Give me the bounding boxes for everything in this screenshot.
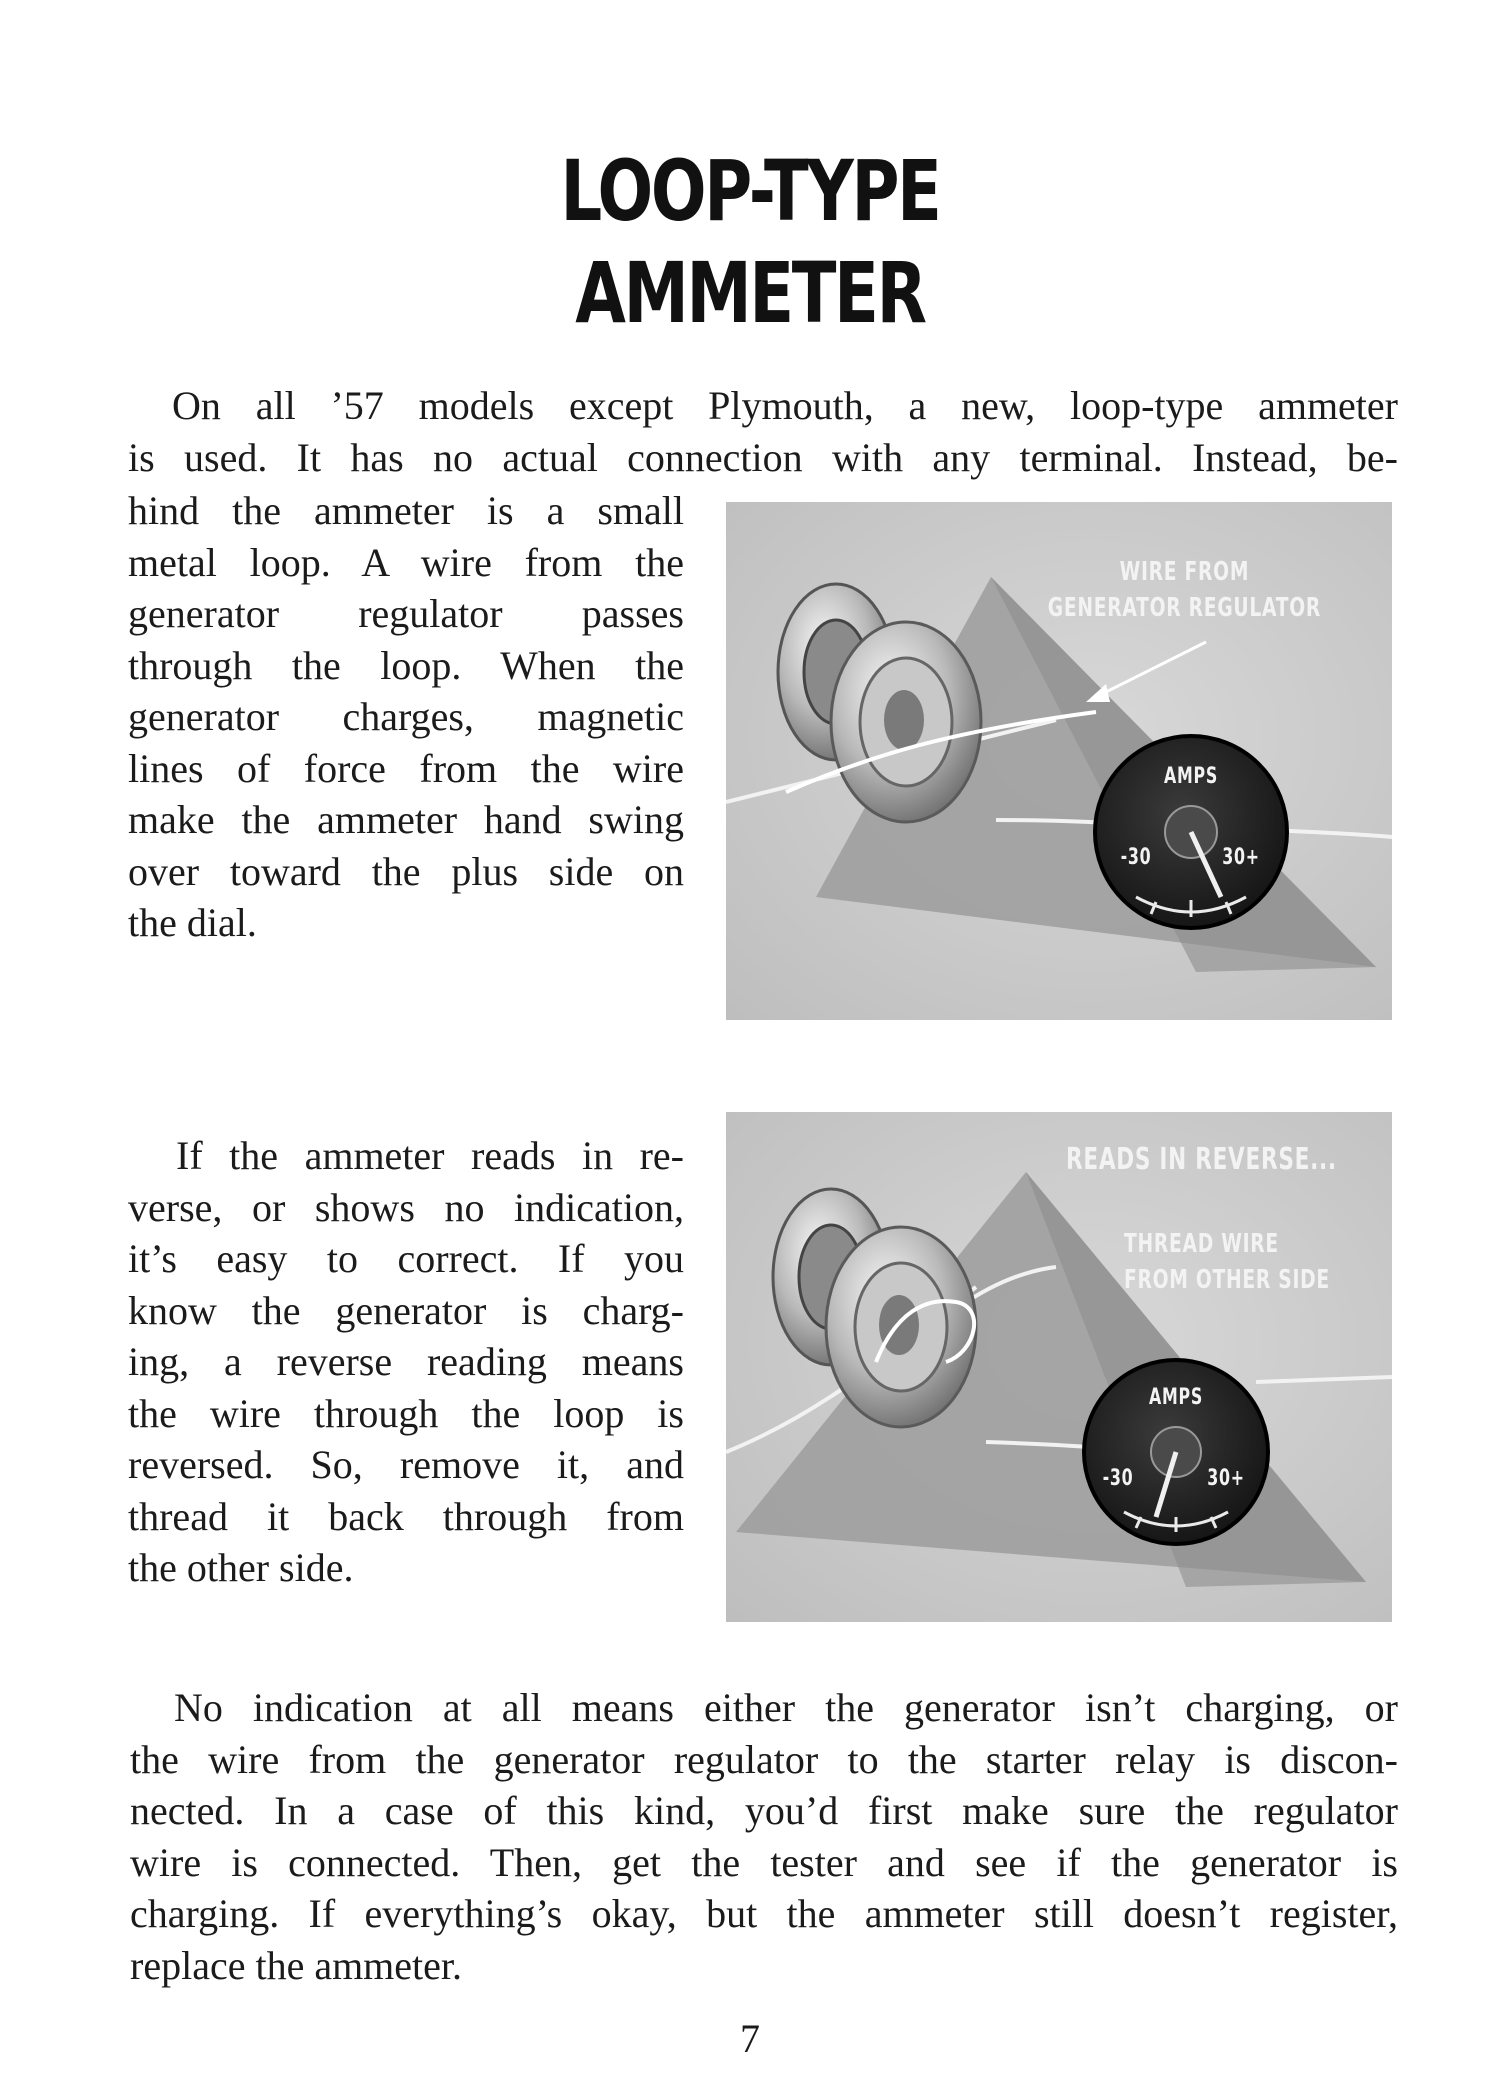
title-line-2: AMMETER xyxy=(575,244,925,342)
text-line: On all ’57 models except Plymouth, a new, loop-type ammeter xyxy=(172,383,1398,428)
text-line: the wire from the generator regulator to the starter relay is discon- xyxy=(130,1736,1398,1782)
text-line: over toward the plus side on xyxy=(128,848,684,894)
text-line: it’s easy to correct. If you xyxy=(128,1236,684,1281)
text-line: No indication at all means either the generator isn’t charging, or xyxy=(174,1685,1398,1730)
figure-2-dial-minus: -30 xyxy=(1102,1466,1134,1491)
text-line: charging. If everything’s okay, but the ammeter still doesn’t register, xyxy=(130,1891,1398,1936)
figure-2-dial-title: AMPS xyxy=(1149,1385,1203,1410)
text-line: ing, a reverse reading means xyxy=(128,1339,684,1384)
text-line: reversed. So, remove it, and xyxy=(128,1442,684,1487)
text-line: the other side. xyxy=(128,1545,354,1590)
figure-2-illustration xyxy=(726,1112,1392,1622)
figure-1-dial-minus: -30 xyxy=(1120,845,1152,870)
text-line: the dial. xyxy=(128,900,257,945)
text-line: is used. It has no actual connection with any terminal. Instead, be- xyxy=(128,434,1398,480)
text-line: wire is connected. Then, get the tester and see if the generator is xyxy=(130,1839,1398,1885)
figure-1-label-line-2: GENERATOR REGULATOR xyxy=(1047,593,1321,623)
text-line: generator charges, magnetic xyxy=(128,694,684,739)
text-line: thread it back through from xyxy=(128,1493,684,1539)
text-line: verse, or shows no indication, xyxy=(128,1184,684,1230)
figure-ammeter-loop xyxy=(726,502,1392,1020)
text-line: through the loop. When the xyxy=(128,642,684,688)
figure-2-label xyxy=(1124,1226,1340,1298)
text-line: metal loop. A wire from the xyxy=(128,539,684,585)
closing-paragraph xyxy=(130,1682,1398,1991)
page-title xyxy=(165,140,1335,344)
page-number: 7 xyxy=(740,2016,760,2061)
text-line: hind the ammeter is a small xyxy=(128,488,684,533)
title-line-1: LOOP-TYPE xyxy=(560,142,940,240)
figure-1-label-line-1: WIRE FROM xyxy=(1119,557,1250,587)
text-line: generator regulator passes xyxy=(128,591,684,636)
figure-2-heading: READS IN REVERSE... xyxy=(1066,1142,1337,1177)
figure-2-label-line-1: THREAD WIRE xyxy=(1124,1229,1279,1259)
figure-2-dial-plus: 30+ xyxy=(1207,1466,1245,1491)
section-1-paragraph xyxy=(128,485,684,949)
text-line: replace the ammeter. xyxy=(130,1942,463,1988)
text-line: know the generator is charg- xyxy=(128,1287,684,1333)
figure-1-dial-plus: 30+ xyxy=(1222,845,1260,870)
figure-reads-in-reverse xyxy=(726,1112,1392,1622)
text-line: make the ammeter hand swing xyxy=(128,797,684,842)
section-2-paragraph xyxy=(128,1130,684,1594)
text-line: If the ammeter reads in re- xyxy=(176,1133,684,1178)
text-line: the wire through the loop is xyxy=(128,1390,684,1436)
text-line: lines of force from the wire xyxy=(128,745,684,791)
intro-paragraph xyxy=(128,380,1398,483)
figure-2-label-line-2: FROM OTHER SIDE xyxy=(1124,1265,1330,1295)
figure-1-dial-title: AMPS xyxy=(1164,764,1218,789)
text-line: nected. In a case of this kind, you’d first make sure the regulator xyxy=(130,1788,1398,1833)
figure-1-label xyxy=(1026,554,1343,626)
